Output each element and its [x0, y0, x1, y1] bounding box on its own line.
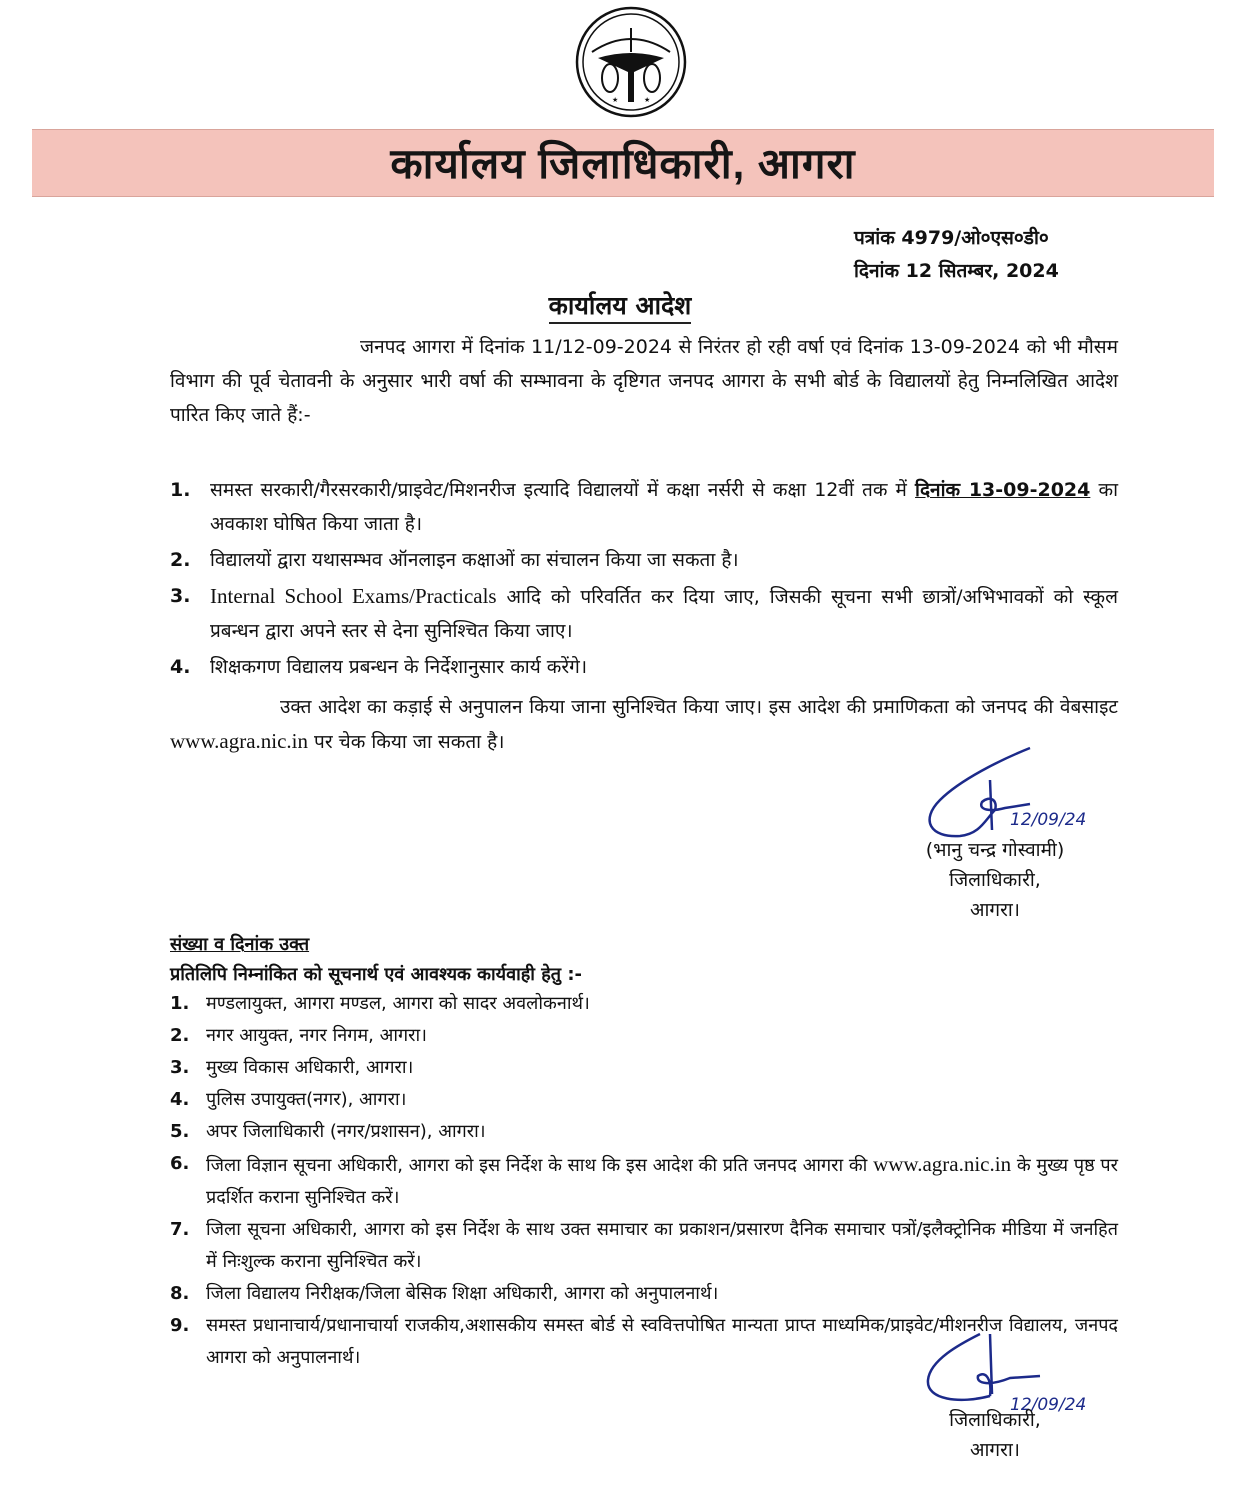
closing-text-end: पर चेक किया जा सकता है।: [308, 731, 505, 753]
svg-text:★: ★: [612, 96, 619, 104]
recipient-text: अपर जिलाधिकारी (नगर/प्रशासन), आगरा।: [206, 1121, 486, 1142]
recipient-text: मण्डलायुक्त, आगरा मण्डल, आगरा को सादर अवलोकनार्थ।: [206, 993, 590, 1014]
signature-1-date: 12/09/24: [1010, 810, 1087, 830]
signatory-name: (भानु चन्द्र गोस्वामी): [925, 839, 1065, 861]
letter-date: दिनांक 12 सितम्बर, 2024: [854, 260, 1059, 282]
recipient-item: [170, 1214, 1118, 1278]
signature-2-date: 12/09/24: [1010, 1395, 1087, 1415]
order-item: [170, 543, 1118, 577]
signature-block-2: [880, 1405, 1110, 1465]
item-number: 1.: [170, 479, 191, 501]
office-header-banner: [32, 129, 1214, 197]
item-number: 7.: [170, 1219, 190, 1240]
signatory-designation: जिलाधिकारी,: [949, 869, 1041, 891]
item-number: 2.: [170, 549, 191, 571]
item-text: समस्त सरकारी/गैरसरकारी/प्राइवेट/मिशनरीज इत्यादि विद्यालयों में कक्षा नर्सरी से कक्षा 12वीं तक में: [210, 479, 916, 501]
recipient-text: मुख्य विकास अधिकारी, आगरा।: [206, 1057, 414, 1078]
order-item: [170, 579, 1118, 648]
letter-number: पत्रांक 4979/ओ०एस०डी०: [854, 227, 1049, 249]
recipient-item: [170, 988, 1118, 1020]
svg-text:★: ★: [644, 96, 651, 104]
item-number: 8.: [170, 1283, 190, 1304]
signatory-place: आगरा।: [969, 1439, 1020, 1461]
recipient-text-end: के मुख्य पृष्ठ पर प्रदर्शित कराना सुनिश्चित करें।: [206, 1155, 1118, 1208]
order-intro: जनपद आगरा में दिनांक 11/12-09-2024 से निरंतर हो रही वर्षा एवं दिनांक 13-09-2024 को भी मौसम विभाग की पूर्व चेतावनी के अनुसार भारी वर्षा की सम्भावना के दृष्टिगत जनपद आगरा के सभी बोर्ड के विद्यालयों हेतु निम्नलिखित आदेश पारित किए जाते हैं:-: [170, 336, 1118, 426]
item-text-english: Internal School Exams/Practicals: [210, 584, 497, 608]
item-number: 4.: [170, 656, 191, 678]
signatory-designation: जिलाधिकारी,: [949, 1409, 1041, 1431]
item-number: 6.: [170, 1153, 190, 1174]
website-link[interactable]: www.agra.nic.in: [873, 1152, 1012, 1176]
item-number: 2.: [170, 1025, 190, 1046]
order-title-wrap: [0, 288, 1240, 322]
item-number: 3.: [170, 1057, 190, 1078]
recipient-text: जिला सूचना अधिकारी, आगरा को इस निर्देश के साथ उक्त समाचार का प्रकाशन/प्रसारण दैनिक समाचार पत्रों/इलैक्ट्रोनिक मीडिया में जनहित में निःशुल्क कराना सुनिश्चित करें।: [206, 1219, 1118, 1272]
recipient-text: समस्त प्रधानाचार्य/प्रधानाचार्या राजकीय,अशासकीय समस्त बोर्ड से स्ववित्तपोषित मान्यता प्राप्त माध्यमिक/प्राइवेट/मीशनरीज विद्यालय, जनपद आगरा को अनुपालनार्थ।: [206, 1315, 1118, 1368]
copy-recipients: [170, 988, 1118, 1374]
copy-reference-line: संख्या व दिनांक उक्त: [170, 934, 310, 955]
website-link[interactable]: www.agra.nic.in: [170, 729, 309, 753]
item-number: 5.: [170, 1121, 190, 1142]
recipient-item: [170, 1148, 1118, 1214]
recipient-item: [170, 1084, 1118, 1116]
item-number: 1.: [170, 993, 190, 1014]
recipient-item: [170, 1020, 1118, 1052]
recipient-item: [170, 1052, 1118, 1084]
recipient-text: जिला विज्ञान सूचना अधिकारी, आगरा को इस निर्देश के साथ कि इस आदेश की प्रति जनपद आगरा की: [206, 1155, 874, 1176]
item-text: विद्यालयों द्वारा यथासम्भव ऑनलाइन कक्षाओं का संचालन किया जा सकता है।: [210, 549, 739, 571]
recipient-text: नगर आयुक्त, नगर निगम, आगरा।: [206, 1025, 427, 1046]
item-number: 3.: [170, 585, 191, 607]
item-number: 9.: [170, 1315, 190, 1336]
recipient-text: जिला विद्यालय निरीक्षक/जिला बेसिक शिक्षा अधिकारी, आगरा को अनुपालनार्थ।: [206, 1283, 719, 1304]
recipient-text: पुलिस उपायुक्त(नगर), आगरा।: [206, 1089, 407, 1110]
item-text: शिक्षकगण विद्यालय प्रबन्धन के निर्देशानुसार कार्य करेंगे।: [210, 656, 588, 678]
order-items: [170, 473, 1118, 686]
copy-heading: प्रतिलिपि निम्नांकित को सूचनार्थ एवं आवश्यक कार्यवाही हेतु :-: [170, 964, 582, 985]
item-number: 4.: [170, 1089, 190, 1110]
signatory-place: आगरा।: [969, 899, 1020, 921]
order-item: [170, 473, 1118, 541]
closing-text: उक्त आदेश का कड़ाई से अनुपालन किया जाना सुनिश्चित किया जाए। इस आदेश की प्रमाणिकता को जनपद की वेबसाइट: [280, 696, 1118, 718]
holiday-date: दिनांक 13-09-2024: [915, 479, 1091, 501]
order-item: [170, 650, 1118, 684]
recipient-item: [170, 1278, 1118, 1310]
office-title: कार्यालय जिलाधिकारी, आगरा: [390, 140, 856, 187]
up-government-emblem-icon: [572, 6, 690, 118]
recipient-item: [170, 1116, 1118, 1148]
reference-block: [854, 222, 1059, 288]
signature-block-1: [880, 835, 1110, 925]
copy-heading-block: [170, 930, 582, 990]
order-title: कार्यालय आदेश: [549, 291, 692, 324]
item-text: आदि को परिवर्तित कर दिया जाए, जिसकी सूचना सभी छात्रों/अभिभावकों को स्कूल प्रबन्धन द्वारा अपने स्तर से देना सुनिश्चित किया जाए।: [210, 586, 1118, 642]
item-text-end: का अवकाश घोषित किया जाता है।: [210, 479, 1119, 535]
